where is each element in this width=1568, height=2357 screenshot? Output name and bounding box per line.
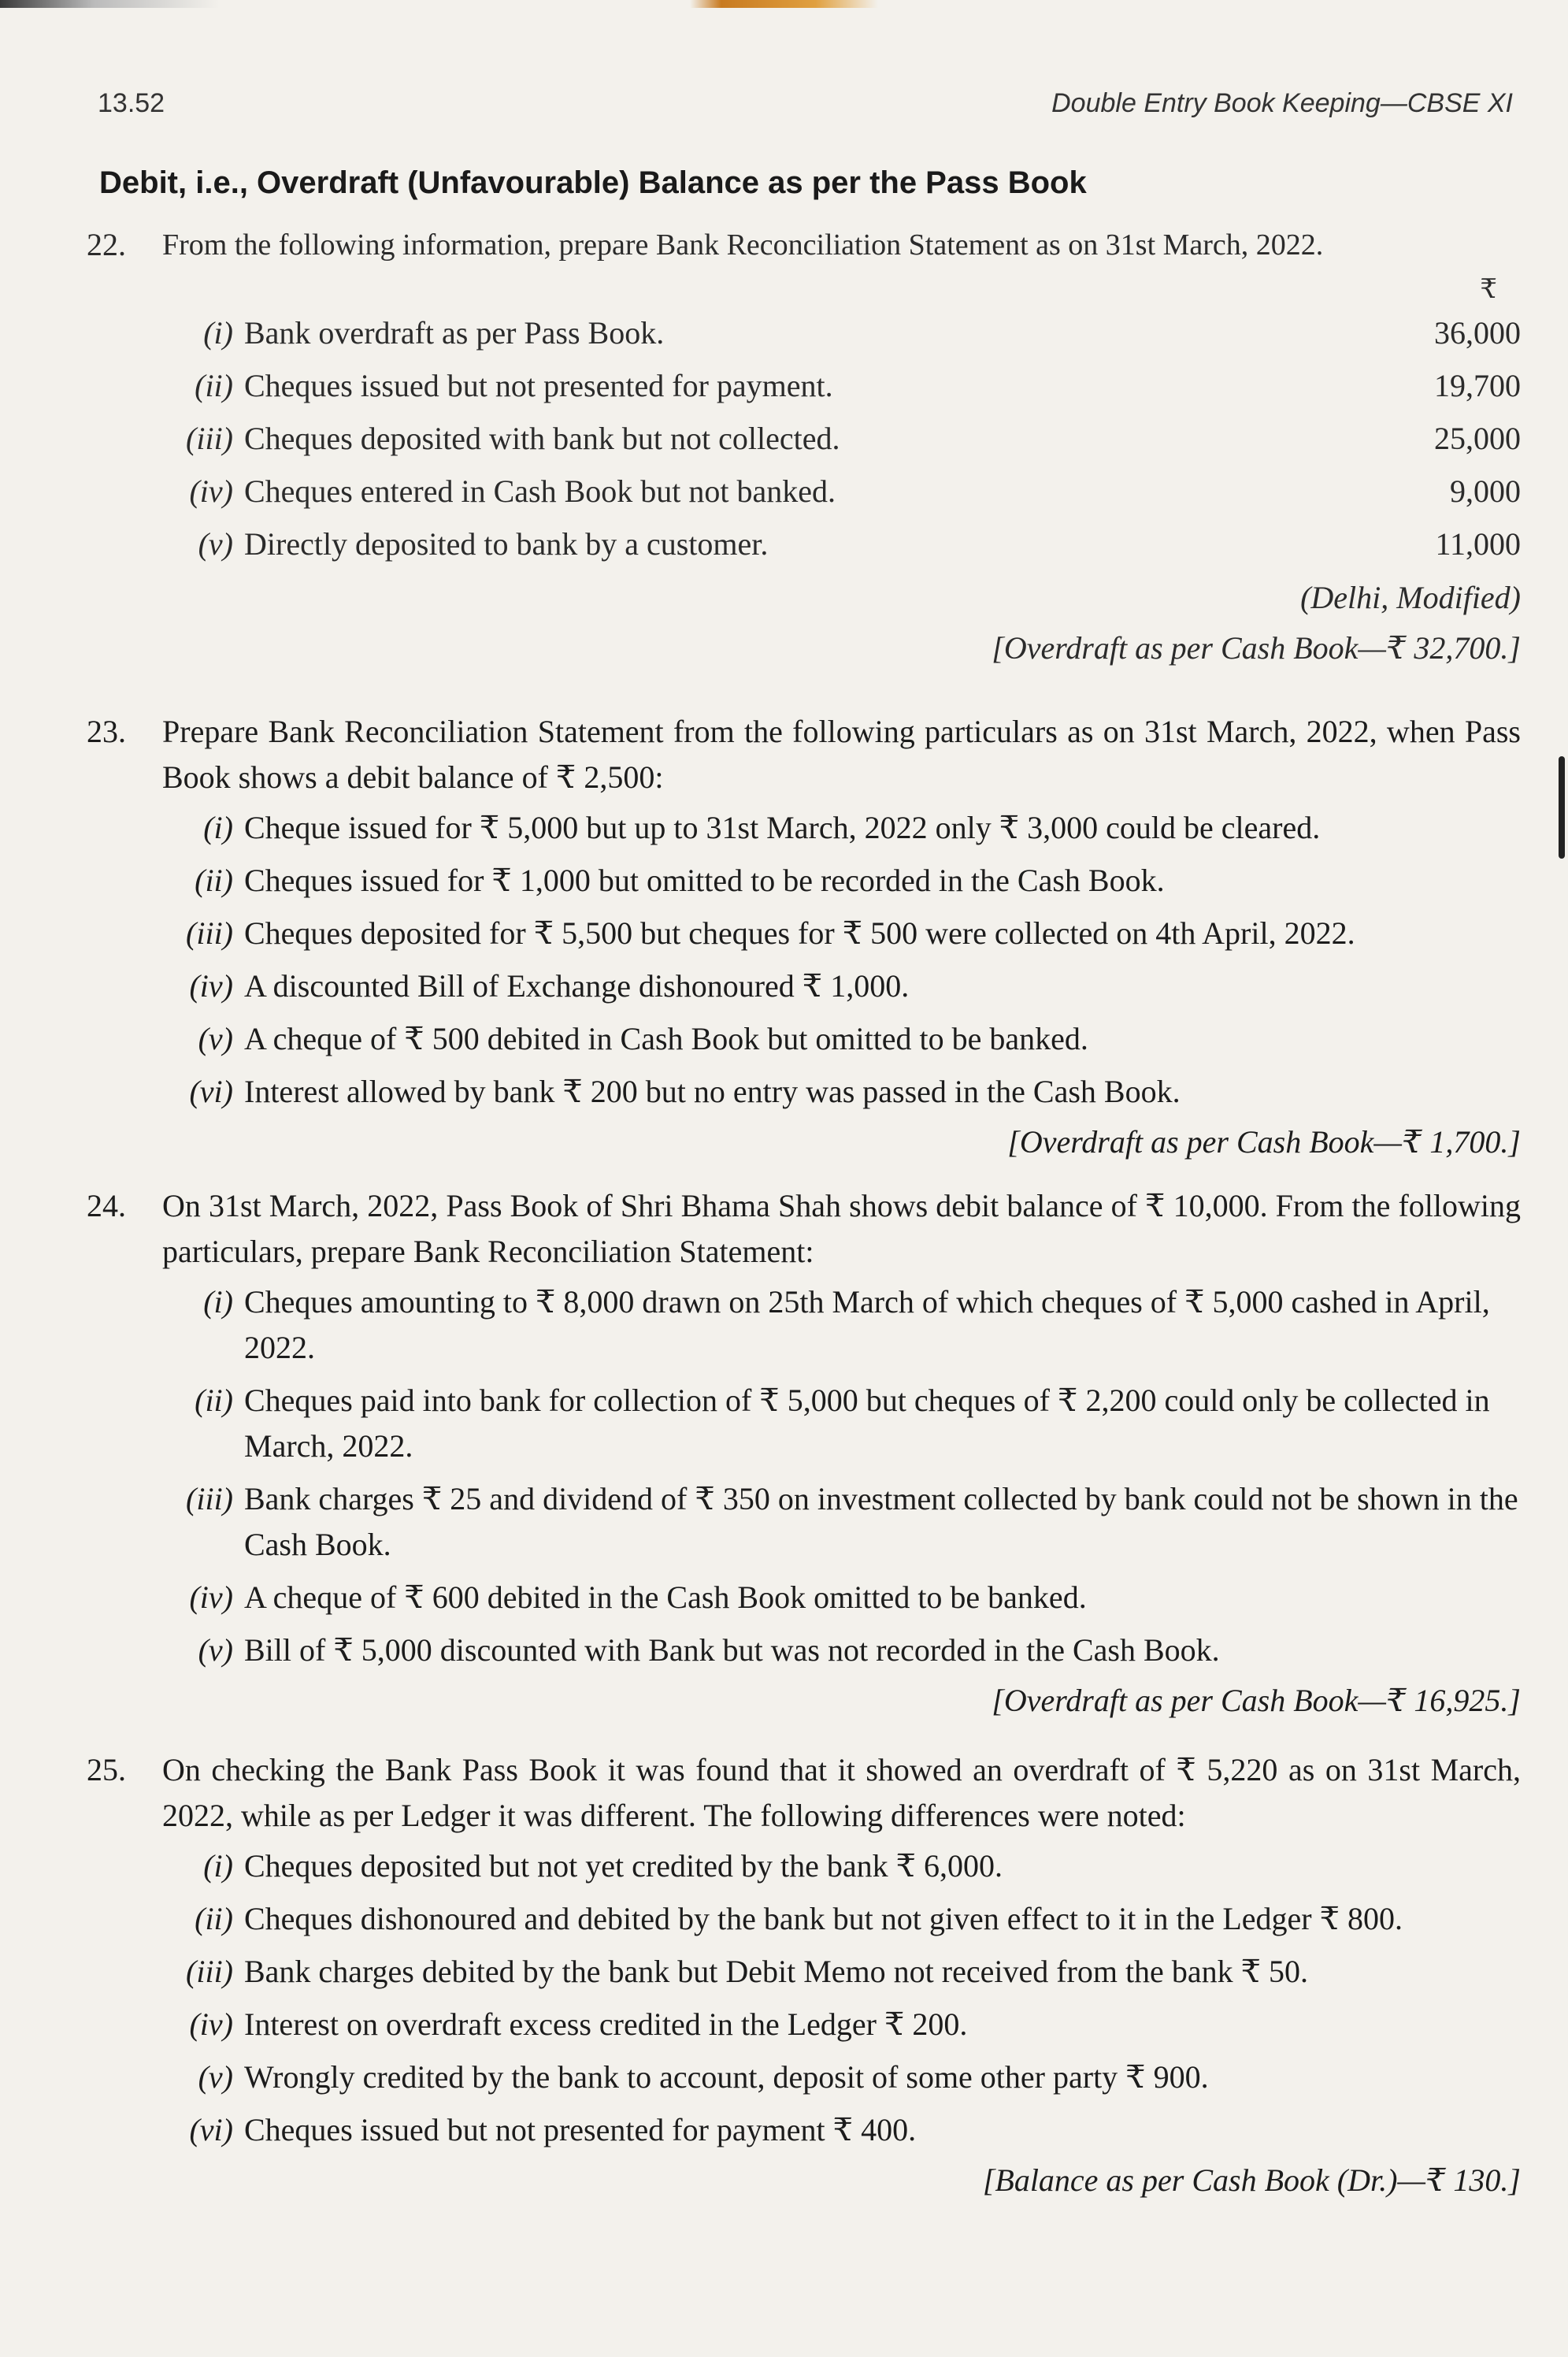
item-roman: (iv) [189,968,233,1004]
item-roman: (ii) [195,1901,233,1936]
item-roman: (i) [203,1284,233,1320]
answer-note: [Overdraft as per Cash Book—₹ 16,925.] [992,1683,1521,1718]
page-edge-mark [1559,756,1565,859]
item-text: Cheques dishonoured and debited by the bank but not given effect to it in the Ledger ₹ 800. [244,1901,1403,1936]
question-25 [87,1747,1521,2203]
question-22 [87,222,1521,671]
item-text: Bank charges debited by the bank but Debit Memo not received from the bank ₹ 50. [244,1954,1309,1989]
list-item [87,1476,1521,1568]
list-item [87,1896,1521,1942]
item-roman: (ii) [195,368,233,403]
list-item [87,963,1521,1009]
item-roman: (i) [203,315,233,351]
list-item [87,416,1521,462]
item-text: Cheques amounting to ₹ 8,000 drawn on 25th March of which cheques of ₹ 5,000 cashed in April, 2022. [244,1284,1490,1365]
item-text: Cheques entered in Cash Book but not banked. [244,473,836,509]
item-text: A cheque of ₹ 600 debited in the Cash Book omitted to be banked. [244,1579,1087,1615]
answer-note: [Overdraft as per Cash Book—₹ 32,700.] [992,630,1521,666]
list-item [87,1069,1521,1115]
item-text: Cheques deposited for ₹ 5,500 but cheques for ₹ 500 were collected on 4th April, 2022. [244,915,1355,951]
item-amount: 25,000 [1434,421,1521,456]
list-item [87,1016,1521,1062]
item-roman: (iv) [189,1579,233,1615]
question-number: 25. [87,1752,126,1787]
item-roman: (iii) [186,915,233,951]
list-item [87,805,1521,851]
item-roman: (vi) [189,1074,233,1109]
page-top-edge [0,0,1568,8]
running-head: Double Entry Book Keeping—CBSE XI [1051,88,1513,118]
answer-note: [Balance as per Cash Book (Dr.)—₹ 130.] [982,2162,1521,2198]
item-amount: 19,700 [1434,368,1521,403]
list-item [87,1279,1521,1371]
list-item [87,310,1521,356]
item-text: Cheques issued but not presented for payment. [244,368,833,403]
item-roman: (v) [198,1632,233,1668]
currency-column-head: ₹ [1480,275,1497,304]
question-number: 24. [87,1188,126,1223]
item-list [87,1279,1521,1673]
item-text: Directly deposited to bank by a customer. [244,526,769,562]
item-text: Bill of ₹ 5,000 discounted with Bank but was not recorded in the Cash Book. [244,1632,1220,1668]
list-item [87,1949,1521,1995]
item-amount: 11,000 [1435,526,1521,562]
question-stem: On 31st March, 2022, Pass Book of Shri Bhama Shah shows debit balance of ₹ 10,000. From the following particulars, prepare Bank Reconciliation Statement: [162,1188,1521,1269]
list-item [87,1628,1521,1673]
item-text: Cheques paid into bank for collection of ₹ 5,000 but cheques of ₹ 2,200 could only be collected in March, 2022. [244,1383,1490,1464]
item-amount: 9,000 [1450,473,1521,509]
item-roman: (vi) [189,2112,233,2147]
list-item [87,858,1521,904]
list-item [87,2054,1521,2100]
list-item [87,2107,1521,2153]
item-roman: (i) [203,1848,233,1884]
item-roman: (v) [198,526,233,562]
item-list [87,1843,1521,2153]
item-text: Cheques issued but not presented for payment ₹ 400. [244,2112,917,2147]
item-roman: (iv) [189,2006,233,2042]
section-title: Debit, i.e., Overdraft (Unfavourable) Balance as per the Pass Book [99,165,1087,200]
item-roman: (v) [198,1021,233,1056]
item-text: Cheques issued for ₹ 1,000 but omitted to be recorded in the Cash Book. [244,863,1165,898]
list-item [87,911,1521,956]
page-number: 13.52 [98,88,165,118]
list-item [87,2002,1521,2047]
list-item [87,363,1521,409]
item-text: Wrongly credited by the bank to account, deposit of some other party ₹ 900. [244,2059,1209,2095]
answer-note: [Overdraft as per Cash Book—₹ 1,700.] [1007,1124,1521,1160]
item-roman: (iv) [189,473,233,509]
item-text: Cheque issued for ₹ 5,000 but up to 31st March, 2022 only ₹ 3,000 could be cleared. [244,810,1321,845]
question-number: 22. [87,227,126,262]
list-item [87,1843,1521,1889]
list-item [87,1575,1521,1620]
question-stem: Prepare Bank Reconciliation Statement from the following particulars as on 31st March, 2022, when Pass Book shows a debit balance of ₹ 2,500: [162,714,1521,795]
item-roman: (i) [203,810,233,845]
item-amount: 36,000 [1434,315,1521,351]
list-item [87,522,1521,567]
item-roman: (ii) [195,1383,233,1418]
item-roman: (v) [198,2059,233,2095]
item-text: A discounted Bill of Exchange dishonoured ₹ 1,000. [244,968,910,1004]
question-24 [87,1183,1521,1724]
question-23 [87,709,1521,1165]
item-text: Interest allowed by bank ₹ 200 but no entry was passed in the Cash Book. [244,1074,1181,1109]
question-source: (Delhi, Modified) [1300,580,1521,615]
item-text: A cheque of ₹ 500 debited in Cash Book but omitted to be banked. [244,1021,1088,1056]
list-item [87,1378,1521,1469]
question-stem: On checking the Bank Pass Book it was found that it showed an overdraft of ₹ 5,220 as on 31st March, 2022, while as per Ledger it was different. The following differences were noted: [162,1752,1521,1833]
item-roman: (iii) [186,1954,233,1989]
item-roman: (iii) [186,421,233,456]
item-text: Cheques deposited but not yet credited by the bank ₹ 6,000. [244,1848,1003,1884]
item-text: Interest on overdraft excess credited in the Ledger ₹ 200. [244,2006,968,2042]
item-roman: (ii) [195,863,233,898]
question-stem: From the following information, prepare Bank Reconciliation Statement as on 31st March, 2022. [162,228,1324,262]
item-list [87,310,1521,567]
question-number: 23. [87,714,126,749]
item-text: Bank charges ₹ 25 and dividend of ₹ 350 on investment collected by bank could not be shown in the Cash Book. [244,1481,1518,1562]
item-roman: (iii) [186,1481,233,1516]
list-item [87,469,1521,514]
item-text: Cheques deposited with bank but not collected. [244,421,840,456]
item-text: Bank overdraft as per Pass Book. [244,315,665,351]
item-list [87,805,1521,1115]
